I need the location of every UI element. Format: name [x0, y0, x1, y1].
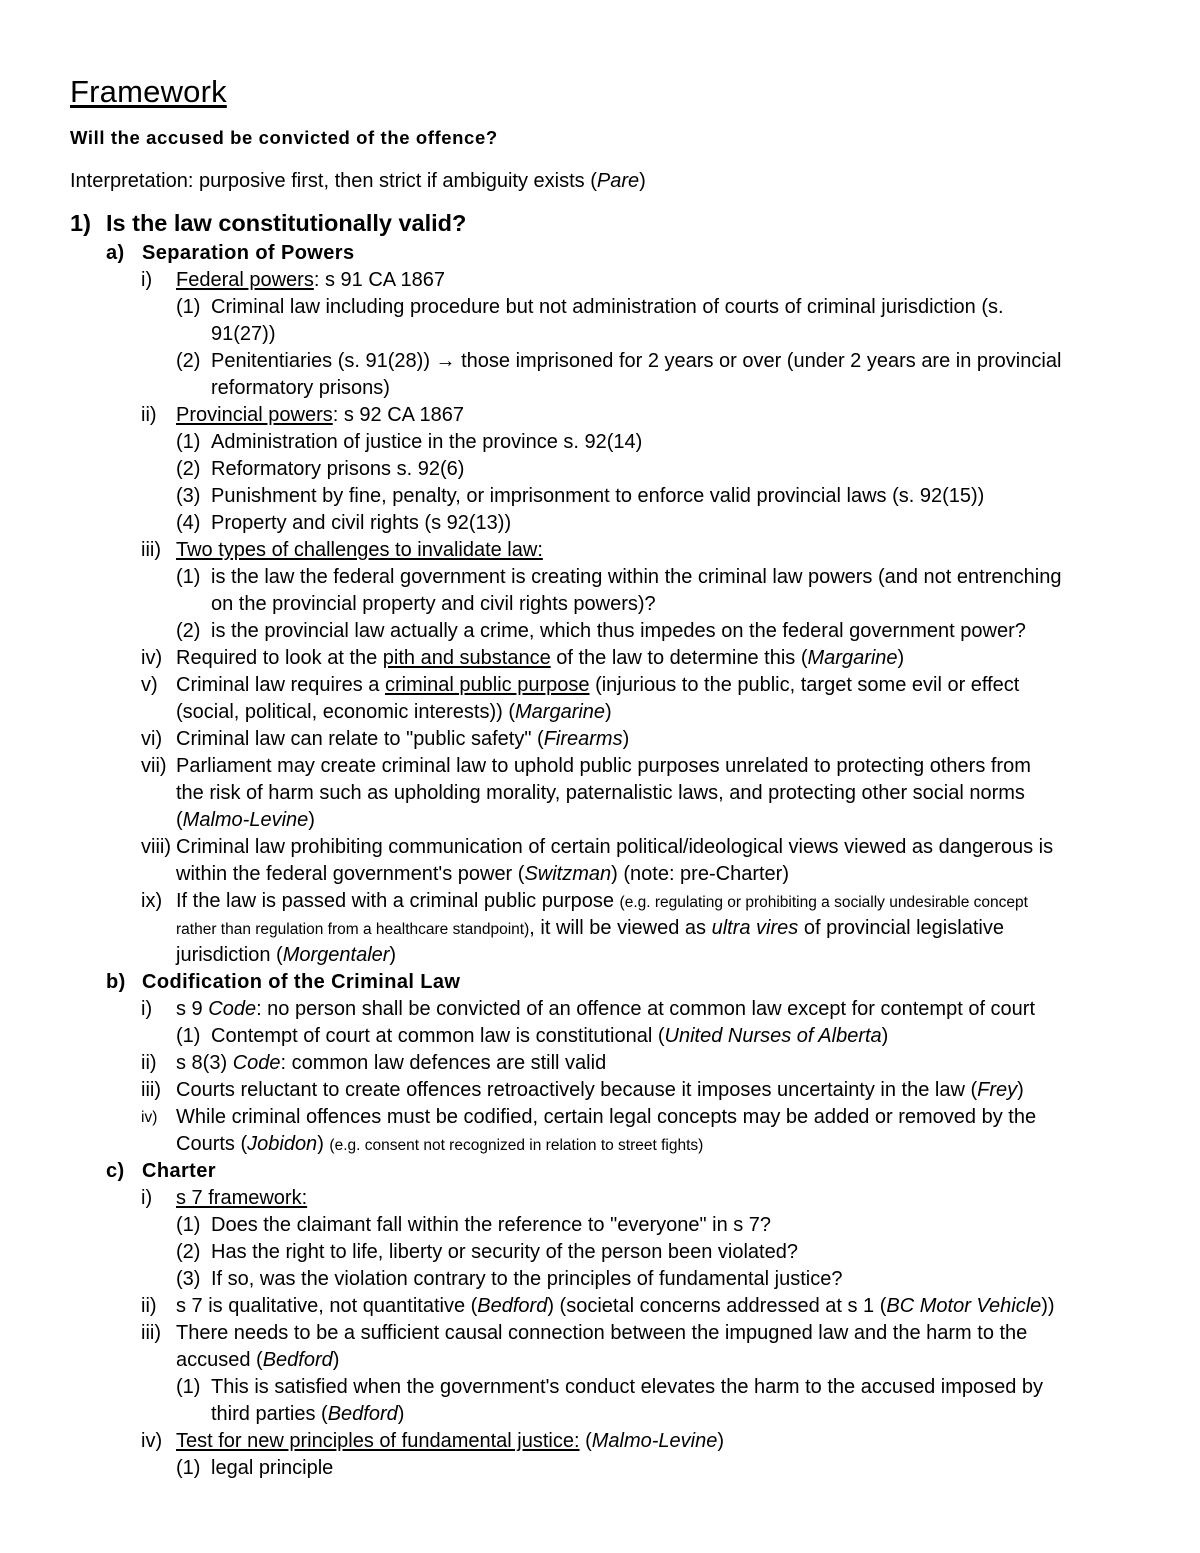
list-item-continued: accused (Bedford) — [176, 1349, 340, 1371]
interpretation-line: Interpretation: purposive first, then strict if ambiguity exists (Pare) — [70, 170, 646, 192]
section-heading-1: 1) Is the law constitutionally valid? — [70, 210, 467, 236]
case-name: Pare — [596, 170, 640, 192]
document-page: Framework Will the accused be convicted of the offence? Interpretation: purposive first, then strict if ambiguity exists (Pare) 1) Is the law constitutionally valid? a) Separation of Powers i) Federal powers: s 91 CA 1867 (1) Criminal law including procedure but not administration of courts of criminal jurisdiction (s. 91(27)) (2) Penitentiaries (s. 91(28)) → those imprisoned for 2 years or over (under 2 years are in provincial reformatory prisons) ii) Provincial powers: s 92 CA 1867 (1) Administration of justice in the province s. 92(14) (2) Reformatory prisons s. 92(6) (3) Punishment by fine, penalty, or imprisonment to enforce valid provincial laws (s. 92(15)) (4) Property and civil rights (s 92(13)) iii) Two types of challenges to invalidate law: (1) is the law the federal government is creating within the criminal law powers (and not entrenching on the provincial property and civil rights powers)? (2) is the provincial law actually a crime, which thus impedes on the federal government power? iv) Required to look at the pith and substance of the law to determine this (Margarine) v) Criminal law requires a criminal public purpose (injurious to the public, target some evil or effect (social, political, economic interests)) (Margarine) vi) Criminal law can relate to "public safety" (Firearms) vii) Parliament may create criminal law to uphold public purposes unrelated to protecting others from the risk of harm such as upholding morality, paternalistic laws, and protecting other social norms (Malmo-Levine) viii) Criminal law prohibiting communication of certain political/ideological views viewed as dangerous is within the federal government's power (Switzman) (note: pre-Charter) ix) If the law is passed with a criminal public purpose (e.g. regulating or prohibiting a socially undesirable concept rather than regulation from a healthcare standpoint), it will be viewed as ultra vires of provincial legislative jurisdiction (Morgentaler) b) Codification of the Criminal Law i) s 9 Code: no person shall be convicted of an offence at common law except for contempt of court (1) Contempt of court at common law is constitutional (United Nurses of Alberta) ii) s 8(3) Code: common law defences are still valid iii) Courts reluctant to create offences retroactively because it imposes uncertainty in the law (Frey) iv) While criminal offences must be codified, certain legal concepts may be added or removed by the Courts (Jobidon) (e.g. consent not recognized in relation to street fights) c) Charter i) s 7 framework: (1) Does the claimant fall within the reference to "everyone" in s 7? (2) Has the right to life, liberty or security of the person been violated? (3) If so, was the violation contrary to the principles of fundamental justice? ii) s 7 is qualitative, not quantitative (Bedford) (societal concerns addressed at s 1 (BC Motor Vehicle)) iii) There needs to be a sufficient causal connection between the impugned law and the harm to the accused (Bedford) (1) This is satisfied when the government's conduct elevates the harm to the accused imposed by third parties (Bedford) iv) Test for new principles of fundamental justice: (Malmo-Levine) (1) legal principle — [70, 74, 1062, 1479]
main-question: Will the accused be convicted of the offence? — [70, 127, 498, 148]
list-item-continued: the risk of harm such as upholding morality, paternalistic laws, and protecting other social norms — [176, 782, 1025, 804]
list-item-continued: third parties (Bedford) — [211, 1403, 405, 1425]
provincial-powers-link: Provincial powers — [176, 404, 333, 426]
list-item-continued: Courts (Jobidon) (e.g. consent not recognized in relation to street fights) — [176, 1133, 704, 1155]
list-item-continued: (social, political, economic interests)) (Margarine) — [176, 701, 612, 723]
list-item-continued: reformatory prisons) — [211, 377, 390, 399]
list-item-continued: 91(27)) — [211, 323, 276, 345]
list-item-continued: rather than regulation from a healthcare standpoint), it will be viewed as ultra vires of provincial legislative — [176, 917, 1004, 939]
list-item-continued: (Malmo-Levine) — [176, 809, 315, 831]
federal-powers-link: Federal powers — [176, 269, 314, 291]
list-item-continued: jurisdiction (Morgentaler) — [176, 944, 397, 966]
page-title: Framework — [70, 74, 227, 109]
list-item-continued: within the federal government's power (Switzman) (note: pre-Charter) — [176, 863, 789, 885]
list-item-continued: on the provincial property and civil rights powers)? — [211, 593, 656, 615]
